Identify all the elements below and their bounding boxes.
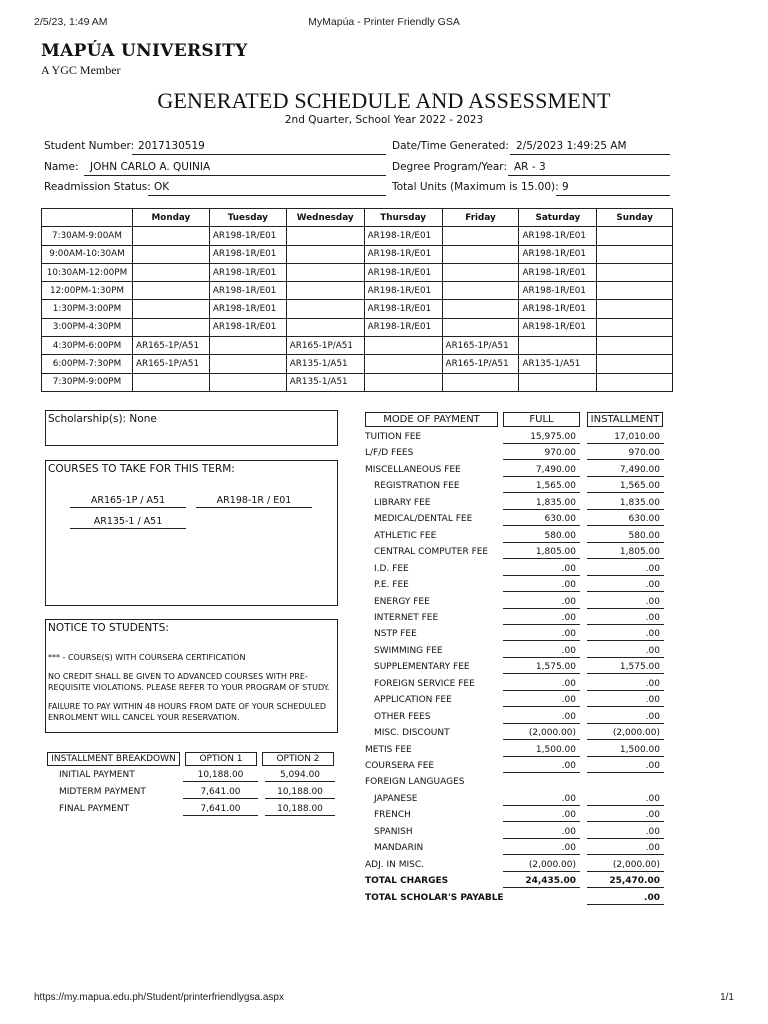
schedule-header-day: Saturday: [519, 209, 597, 227]
fee-installment-value: 1,805.00: [587, 546, 664, 559]
fee-label: SPANISH: [374, 826, 413, 837]
schedule-cell: [597, 318, 673, 336]
schedule-cell: AR198-1R/E01: [209, 245, 286, 263]
schedule-cell: AR198-1R/E01: [519, 282, 597, 300]
fee-full-value: 15,975.00: [503, 431, 580, 444]
installment-label: MIDTERM PAYMENT: [59, 787, 146, 797]
schedule-cell: AR198-1R/E01: [519, 227, 597, 245]
schedule-cell: [132, 282, 209, 300]
schedule-cell: [286, 300, 364, 318]
fee-installment-value: .00: [587, 678, 664, 691]
fee-label: OTHER FEES: [374, 711, 431, 722]
fee-installment-value: .00: [587, 694, 664, 707]
fee-label: INTERNET FEE: [374, 612, 439, 623]
fee-label: ATHLETIC FEE: [374, 530, 437, 541]
fee-full-value: 1,565.00: [503, 480, 580, 493]
courses-box: [45, 460, 338, 606]
schedule-cell: [597, 282, 673, 300]
fee-full-value: .00: [503, 579, 580, 592]
installment-label: FINAL PAYMENT: [59, 804, 130, 814]
fee-installment-value: 1,565.00: [587, 480, 664, 493]
generated-value: 2/5/2023 1:49:25 AM: [510, 140, 670, 155]
schedule-cell: [209, 373, 286, 391]
fee-label: TOTAL SCHOLAR'S PAYABLE: [365, 892, 504, 903]
schedule-cell: AR198-1R/E01: [519, 263, 597, 281]
fee-label: SWIMMING FEE: [374, 645, 443, 656]
fee-label: MANDARIN: [374, 843, 424, 854]
schedule-cell: [442, 300, 519, 318]
fee-label: I.D. FEE: [374, 563, 409, 574]
student-number-row: [44, 140, 386, 156]
schedule-cell: AR198-1R/E01: [364, 245, 442, 263]
schedule-cell: AR198-1R/E01: [519, 318, 597, 336]
schedule-cell: [286, 263, 364, 281]
page-subtitle: 2nd Quarter, School Year 2022 - 2023: [284, 114, 484, 126]
schedule-row: [42, 355, 673, 373]
installment-option2-header: OPTION 2: [262, 752, 334, 766]
schedule-cell: [286, 318, 364, 336]
schedule-time-cell: 7:30PM-9:00PM: [42, 373, 133, 391]
fee-full-value: .00: [503, 842, 580, 855]
course-item: AR135-1 / A51: [70, 516, 186, 529]
fee-label: MISCELLANEOUS FEE: [365, 464, 461, 475]
schedule-body: [42, 227, 673, 392]
fee-full-value: .00: [503, 826, 580, 839]
fee-full-value: .00: [503, 645, 580, 658]
schedule-cell: [364, 355, 442, 373]
fee-label: LIBRARY FEE: [374, 497, 431, 508]
fee-full-value: 580.00: [503, 530, 580, 543]
fee-installment-value: .00: [587, 809, 664, 822]
fee-installment-value: .00: [587, 596, 664, 609]
installment-column-header: INSTALLMENT: [587, 412, 663, 427]
fee-installment-value: 1,835.00: [587, 497, 664, 510]
fee-full-value: .00: [503, 678, 580, 691]
fee-full-value: .00: [503, 596, 580, 609]
schedule-cell: [442, 245, 519, 263]
fee-full-value: 24,435.00: [503, 875, 580, 888]
fee-label: TOTAL CHARGES: [365, 876, 449, 887]
fee-full-value: .00: [503, 628, 580, 641]
installment-option1-header: OPTION 1: [185, 752, 257, 766]
fee-installment-value: .00: [587, 628, 664, 641]
units-label: Total Units (Maximum is 15.00):: [392, 181, 559, 193]
schedule-cell: AR198-1R/E01: [519, 245, 597, 263]
schedule-cell: [286, 282, 364, 300]
schedule-header-day: Monday: [132, 209, 209, 227]
program-value: AR - 3: [508, 161, 670, 176]
fee-label: CENTRAL COMPUTER FEE: [374, 547, 489, 558]
schedule-cell: AR198-1R/E01: [209, 227, 286, 245]
fee-installment-value: 25,470.00: [587, 875, 664, 888]
schedule-cell: AR198-1R/E01: [209, 318, 286, 336]
fee-installment-value: .00: [587, 892, 664, 905]
fee-label: APPLICATION FEE: [374, 695, 452, 706]
schedule-cell: [209, 355, 286, 373]
schedule-row: [42, 227, 673, 245]
fee-label: P.E. FEE: [374, 580, 409, 591]
fee-installment-value: (2,000.00): [587, 859, 664, 872]
installment-option1-value: 7,641.00: [183, 786, 258, 799]
fee-full-value: .00: [503, 809, 580, 822]
schedule-cell: [132, 300, 209, 318]
fee-installment-value: .00: [587, 760, 664, 773]
schedule-time-cell: 12:00PM-1:30PM: [42, 282, 133, 300]
schedule-row: [42, 337, 673, 355]
schedule-cell: AR135-1/A51: [286, 355, 364, 373]
schedule-cell: [442, 373, 519, 391]
schedule-cell: AR165-1P/A51: [286, 337, 364, 355]
scholarship-text: Scholarship(s): None: [48, 413, 157, 425]
schedule-time-cell: 7:30AM-9:00AM: [42, 227, 133, 245]
schedule-time-cell: 1:30PM-3:00PM: [42, 300, 133, 318]
installment-header: INSTALLMENT BREAKDOWN: [47, 752, 180, 766]
fee-full-value: 1,575.00: [503, 661, 580, 674]
fee-full-value: .00: [503, 760, 580, 773]
fee-label: REGISTRATION FEE: [374, 481, 460, 492]
fee-full-value: .00: [503, 694, 580, 707]
readmission-value: OK: [148, 181, 386, 196]
print-page-title: MyMapúa - Printer Friendly GSA: [308, 16, 460, 28]
schedule-cell: [286, 227, 364, 245]
schedule-time-cell: 3:00PM-4:30PM: [42, 318, 133, 336]
fee-full-value: .00: [503, 563, 580, 576]
print-footer: [34, 992, 734, 1006]
fee-installment-value: .00: [587, 563, 664, 576]
schedule-header-day: Tuesday: [209, 209, 286, 227]
course-item: AR198-1R / E01: [196, 495, 312, 508]
notice-box: [45, 619, 338, 733]
fee-full-value: (2,000.00): [503, 727, 580, 740]
fee-full-value: 970.00: [503, 447, 580, 460]
readmission-label: Readmission Status:: [44, 181, 151, 193]
full-header: FULL: [503, 412, 580, 427]
fee-installment-value: 1,575.00: [587, 661, 664, 674]
schedule-row: [42, 318, 673, 336]
schedule-cell: [364, 337, 442, 355]
fee-installment-value: .00: [587, 842, 664, 855]
schedule-cell: [442, 227, 519, 245]
generated-label: Date/Time Generated:: [392, 140, 509, 152]
schedule-cell: AR165-1P/A51: [442, 355, 519, 373]
schedule-row: [42, 300, 673, 318]
fee-full-value: .00: [503, 793, 580, 806]
student-name-row: [44, 161, 386, 177]
schedule-header-day: Thursday: [364, 209, 442, 227]
schedule-cell: [364, 373, 442, 391]
fee-label: FOREIGN SERVICE FEE: [374, 678, 475, 689]
schedule-row: [42, 282, 673, 300]
scholarship-box: [45, 410, 338, 446]
fee-label: MISC. DISCOUNT: [374, 728, 450, 739]
schedule-header-day: Sunday: [597, 209, 673, 227]
fee-installment-value: .00: [587, 711, 664, 724]
schedule-table: [41, 208, 673, 392]
schedule-cell: [132, 263, 209, 281]
student-number-label: Student Number:: [44, 140, 135, 152]
fee-installment-value: 1,500.00: [587, 744, 664, 757]
readmission-row: [44, 181, 386, 197]
notice-title: NOTICE TO STUDENTS:: [48, 622, 169, 634]
fee-installment-value: 7,490.00: [587, 464, 664, 477]
schedule-row: [42, 245, 673, 263]
schedule-cell: [597, 337, 673, 355]
fee-installment-value: .00: [587, 612, 664, 625]
program-row: [392, 161, 670, 177]
fee-full-value: 1,500.00: [503, 744, 580, 757]
schedule-cell: [597, 373, 673, 391]
fee-full-value: (2,000.00): [503, 859, 580, 872]
fee-label: FRENCH: [374, 810, 411, 821]
schedule-cell: [597, 355, 673, 373]
schedule-cell: [132, 227, 209, 245]
fee-label: MEDICAL/DENTAL FEE: [374, 514, 473, 525]
schedule-cell: AR198-1R/E01: [209, 300, 286, 318]
installment-option1-value: 10,188.00: [183, 769, 258, 782]
fee-label: NSTP FEE: [374, 629, 417, 640]
units-row: [392, 181, 670, 197]
university-name: MAPÚA UNIVERSITY: [41, 41, 248, 61]
installment-option2-value: 10,188.00: [265, 786, 335, 799]
schedule-cell: AR198-1R/E01: [364, 282, 442, 300]
fee-full-value: 1,805.00: [503, 546, 580, 559]
fee-installment-value: (2,000.00): [587, 727, 664, 740]
program-label: Degree Program/Year:: [392, 161, 507, 173]
fee-installment-value: .00: [587, 793, 664, 806]
fee-full-value: .00: [503, 612, 580, 625]
schedule-cell: AR198-1R/E01: [364, 318, 442, 336]
schedule-header-day: Wednesday: [286, 209, 364, 227]
schedule-cell: AR198-1R/E01: [364, 300, 442, 318]
schedule-cell: AR135-1/A51: [519, 355, 597, 373]
fee-full-value: 630.00: [503, 513, 580, 526]
fee-label: FOREIGN LANGUAGES: [365, 777, 465, 788]
page-title: GENERATED SCHEDULE AND ASSESSMENT: [157, 88, 611, 113]
installment-option2-value: 10,188.00: [265, 803, 335, 816]
print-header: [34, 16, 734, 30]
schedule-time-cell: 6:00PM-7:30PM: [42, 355, 133, 373]
fee-label: L/F/D FEES: [365, 448, 414, 459]
print-url: https://my.mapua.edu.ph/Student/printerfriendlygsa.aspx: [34, 992, 284, 1003]
fee-label: ENERGY FEE: [374, 596, 430, 607]
schedule-cell: [597, 227, 673, 245]
mode-of-payment-header: MODE OF PAYMENT: [365, 412, 498, 427]
schedule-cell: AR198-1R/E01: [519, 300, 597, 318]
fee-label: TUITION FEE: [365, 432, 422, 442]
schedule-cell: [597, 245, 673, 263]
course-item: AR165-1P / A51: [70, 495, 186, 508]
generated-row: [392, 140, 670, 156]
schedule-cell: AR165-1P/A51: [442, 337, 519, 355]
schedule-row: [42, 263, 673, 281]
student-name-value: JOHN CARLO A. QUINIA: [84, 161, 386, 176]
installment-option1-value: 7,641.00: [183, 803, 258, 816]
schedule-time-cell: 10:30AM-12:00PM: [42, 263, 133, 281]
schedule-cell: [209, 337, 286, 355]
fee-full-value: .00: [503, 711, 580, 724]
fee-installment-value: .00: [587, 579, 664, 592]
schedule-cell: [132, 318, 209, 336]
schedule-cell: [597, 263, 673, 281]
schedule-cell: [442, 318, 519, 336]
schedule-cell: AR198-1R/E01: [364, 227, 442, 245]
fee-label: METIS FEE: [365, 744, 412, 755]
university-member: A YGC Member: [41, 63, 121, 77]
fee-full-value: 7,490.00: [503, 464, 580, 477]
student-number-value: 2017130519: [132, 140, 386, 155]
schedule-cell: [519, 337, 597, 355]
schedule-cell: AR198-1R/E01: [364, 263, 442, 281]
schedule-cell: AR165-1P/A51: [132, 337, 209, 355]
units-value: 9: [556, 181, 670, 196]
schedule-header-row: [42, 209, 673, 227]
notice-line: FAILURE TO PAY WITHIN 48 HOURS FROM DATE OF YOUR SCHEDULED ENROLMENT WILL CANCEL YOUR RESERVATION.: [48, 702, 327, 722]
fee-installment-value: 970.00: [587, 447, 664, 460]
schedule-cell: [519, 373, 597, 391]
fee-full-value: 1,835.00: [503, 497, 580, 510]
print-datetime: 2/5/23, 1:49 AM: [34, 16, 108, 28]
fee-label: SUPPLEMENTARY FEE: [374, 662, 470, 673]
fee-installment-value: .00: [587, 826, 664, 839]
fee-label: COURSERA FEE: [365, 761, 435, 771]
courses-title: COURSES TO TAKE FOR THIS TERM:: [48, 463, 235, 475]
schedule-cell: [286, 245, 364, 263]
fee-label: JAPANESE: [374, 793, 418, 804]
fee-installment-value: 580.00: [587, 530, 664, 543]
student-name-label: Name:: [44, 161, 79, 173]
notice-line: *** - COURSE(S) WITH COURSERA CERTIFICATION: [48, 653, 246, 662]
schedule-cell: [132, 373, 209, 391]
schedule-cell: [132, 245, 209, 263]
fee-label: ADJ. IN MISC.: [365, 859, 424, 870]
fee-installment-value: 630.00: [587, 513, 664, 526]
schedule-row: [42, 373, 673, 391]
schedule-cell: AR198-1R/E01: [209, 282, 286, 300]
schedule-time-cell: 9:00AM-10:30AM: [42, 245, 133, 263]
fee-installment-value: 17,010.00: [587, 431, 664, 444]
schedule-time-cell: 4:30PM-6:00PM: [42, 337, 133, 355]
notice-line: NO CREDIT SHALL BE GIVEN TO ADVANCED COURSES WITH PRE-REQUISITE VIOLATIONS. PLEASE REFER TO YOUR PROGRAM OF STUDY.: [48, 672, 330, 692]
print-page-count: 1/1: [720, 992, 734, 1003]
schedule-cell: [442, 282, 519, 300]
schedule-header-time: [42, 209, 133, 227]
fee-installment-value: .00: [587, 645, 664, 658]
installment-label: INITIAL PAYMENT: [59, 770, 135, 780]
schedule-cell: AR198-1R/E01: [209, 263, 286, 281]
schedule-header-day: Friday: [442, 209, 519, 227]
installment-option2-value: 5,094.00: [265, 769, 335, 782]
schedule-cell: AR165-1P/A51: [132, 355, 209, 373]
schedule-cell: [597, 300, 673, 318]
fee-full-value: [503, 892, 580, 905]
schedule-cell: AR135-1/A51: [286, 373, 364, 391]
schedule-cell: [442, 263, 519, 281]
